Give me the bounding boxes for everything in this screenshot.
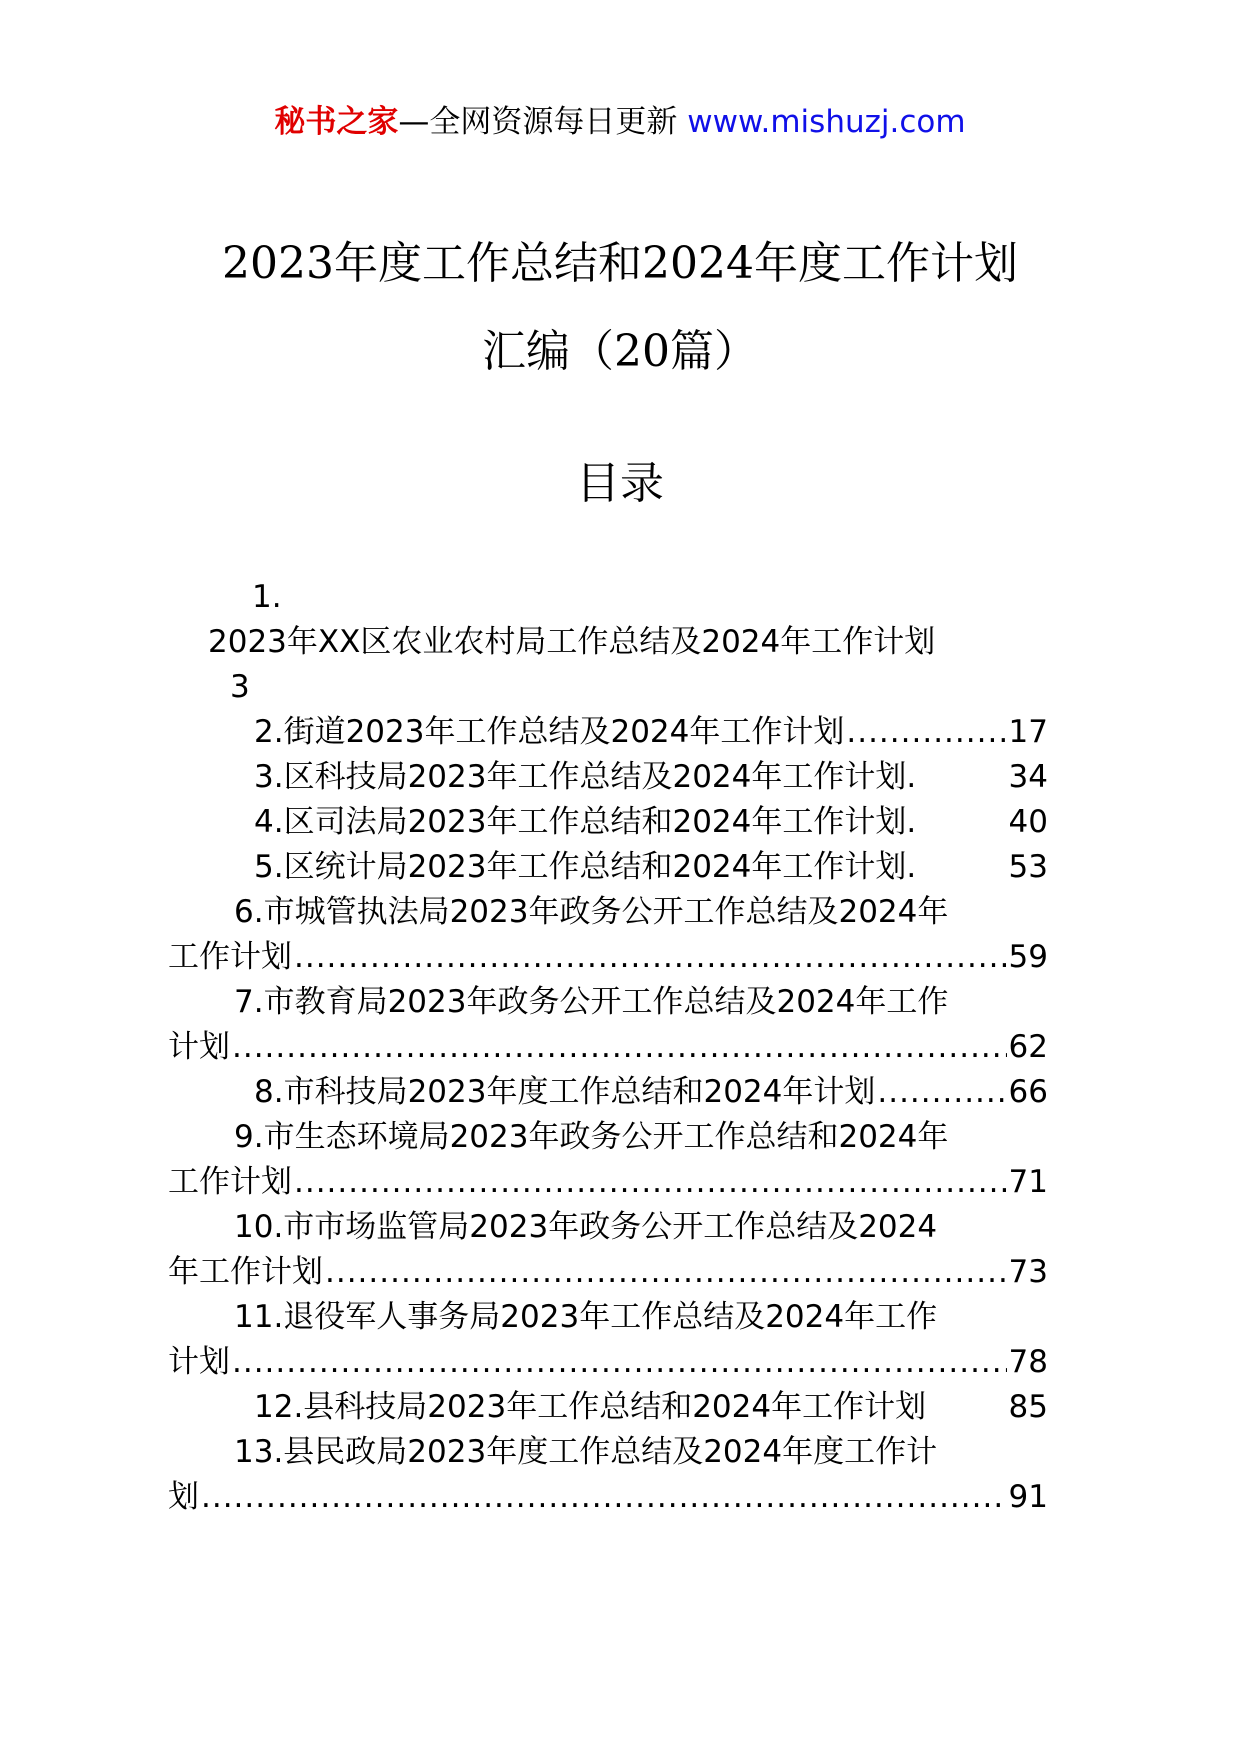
toc-entry-9-line-1[interactable]: [168, 1115, 1048, 1160]
dot-leader: [232, 1340, 1007, 1385]
toc-entry-title: 10.市市场监管局2023年政务公开工作总结及2024: [234, 1209, 938, 1245]
dot-leader: [294, 935, 1007, 980]
toc-entry-1-number[interactable]: [188, 575, 1048, 620]
site-banner: [0, 102, 1240, 142]
dot-leader: [877, 1070, 1006, 1115]
toc-entry-13-line-2[interactable]: [168, 1475, 1048, 1520]
site-url-link[interactable]: www.mishuzj.com: [687, 104, 966, 140]
toc-entry-page: 71: [1008, 1164, 1048, 1200]
toc-entry-title: 8.市科技局2023年度工作总结和2024年计划: [254, 1074, 876, 1110]
brand-name: 秘书之家: [274, 104, 399, 140]
toc-entry-title: 3.区科技局2023年工作总结及2024年工作计划.: [254, 759, 917, 795]
toc-entry-page: 62: [1008, 1029, 1048, 1065]
toc-entry-title-cont: 工作计划: [168, 1164, 292, 1200]
toc-entry-page: 34: [1008, 759, 1048, 795]
toc-entry-title: 13.县民政局2023年度工作总结及2024年度工作计: [234, 1434, 938, 1470]
toc-entry-page: 78: [1008, 1344, 1048, 1380]
toc-entry-page: 3: [230, 669, 250, 705]
toc-entry-title-cont: 年工作计划: [168, 1254, 323, 1290]
toc-entry-title: 9.市生态环境局2023年政务公开工作总结和2024年: [234, 1119, 949, 1155]
toc-entry-5[interactable]: [188, 845, 1048, 890]
dot-leader: [201, 1475, 1007, 1520]
toc-entry-6-line-2[interactable]: [168, 935, 1048, 980]
toc-entry-title: 2023年XX区农业农村局工作总结及2024年工作计划: [208, 624, 936, 660]
toc-entry-title: 7.市教育局2023年政务公开工作总结及2024年工作: [234, 984, 949, 1020]
toc-entry-title-cont: 计划: [168, 1344, 230, 1380]
toc-entry-11-line-2[interactable]: [168, 1340, 1048, 1385]
toc-entry-title: 5.区统计局2023年工作总结和2024年工作计划.: [254, 849, 917, 885]
toc-entry-1-title[interactable]: [188, 620, 1048, 665]
toc-entry-title: 12.县科技局2023年工作总结和2024年工作计划: [254, 1389, 927, 1425]
banner-tagline: —全网资源每日更新: [398, 104, 678, 140]
dot-leader: [846, 710, 1006, 755]
toc-entry-2[interactable]: [188, 710, 1048, 755]
toc-entry-4[interactable]: [188, 800, 1048, 845]
toc-entry-title-cont: 计划: [168, 1029, 230, 1065]
toc-entry-title: 4.区司法局2023年工作总结和2024年工作计划.: [254, 804, 917, 840]
toc-entry-1-page[interactable]: [188, 665, 1048, 710]
toc-entry-title-cont: 工作计划: [168, 939, 292, 975]
toc-entry-9-line-2[interactable]: [168, 1160, 1048, 1205]
toc-entry-page: 40: [1008, 804, 1048, 840]
toc-entry-3[interactable]: [188, 755, 1048, 800]
toc-entry-page: 66: [1008, 1074, 1048, 1110]
toc-entry-13-line-1[interactable]: [168, 1430, 1048, 1475]
toc-entry-number: 1.: [252, 579, 282, 615]
toc-entry-7-line-2[interactable]: [168, 1025, 1048, 1070]
toc-entry-11-line-1[interactable]: [168, 1295, 1048, 1340]
toc-entry-title: 2.街道2023年工作总结及2024年工作计划: [254, 714, 845, 750]
document-title-line-1: 2023年度工作总结和2024年度工作计划: [222, 238, 1018, 289]
toc-entry-12[interactable]: [188, 1385, 1048, 1430]
toc-entry-title: 11.退役军人事务局2023年工作总结及2024年工作: [234, 1299, 938, 1335]
toc-entry-7-line-1[interactable]: [168, 980, 1048, 1025]
dot-leader: [325, 1250, 1007, 1295]
toc-entry-10-line-2[interactable]: [168, 1250, 1048, 1295]
toc-entry-page: 85: [1008, 1389, 1048, 1425]
toc-entry-page: 53: [1008, 849, 1048, 885]
toc-entry-6-line-1[interactable]: [168, 890, 1094, 935]
toc-entry-page: 73: [1008, 1254, 1048, 1290]
toc-entry-title-cont: 划: [168, 1479, 199, 1515]
toc-entry-8[interactable]: [188, 1070, 1048, 1115]
toc-entry-title: 6.市城管执法局2023年政务公开工作总结及2024年: [234, 894, 949, 930]
toc-entry-page: 91: [1008, 1479, 1048, 1515]
toc-entry-page: 59: [1008, 939, 1048, 975]
dot-leader: [232, 1025, 1007, 1070]
table-of-contents: [168, 575, 1048, 1520]
document-title-line-2: 汇编（20篇）: [482, 326, 758, 377]
dot-leader: [294, 1160, 1007, 1205]
toc-heading: 目录: [576, 458, 664, 509]
toc-entry-page: 17: [1008, 714, 1048, 750]
toc-entry-10-line-1[interactable]: [168, 1205, 1048, 1250]
